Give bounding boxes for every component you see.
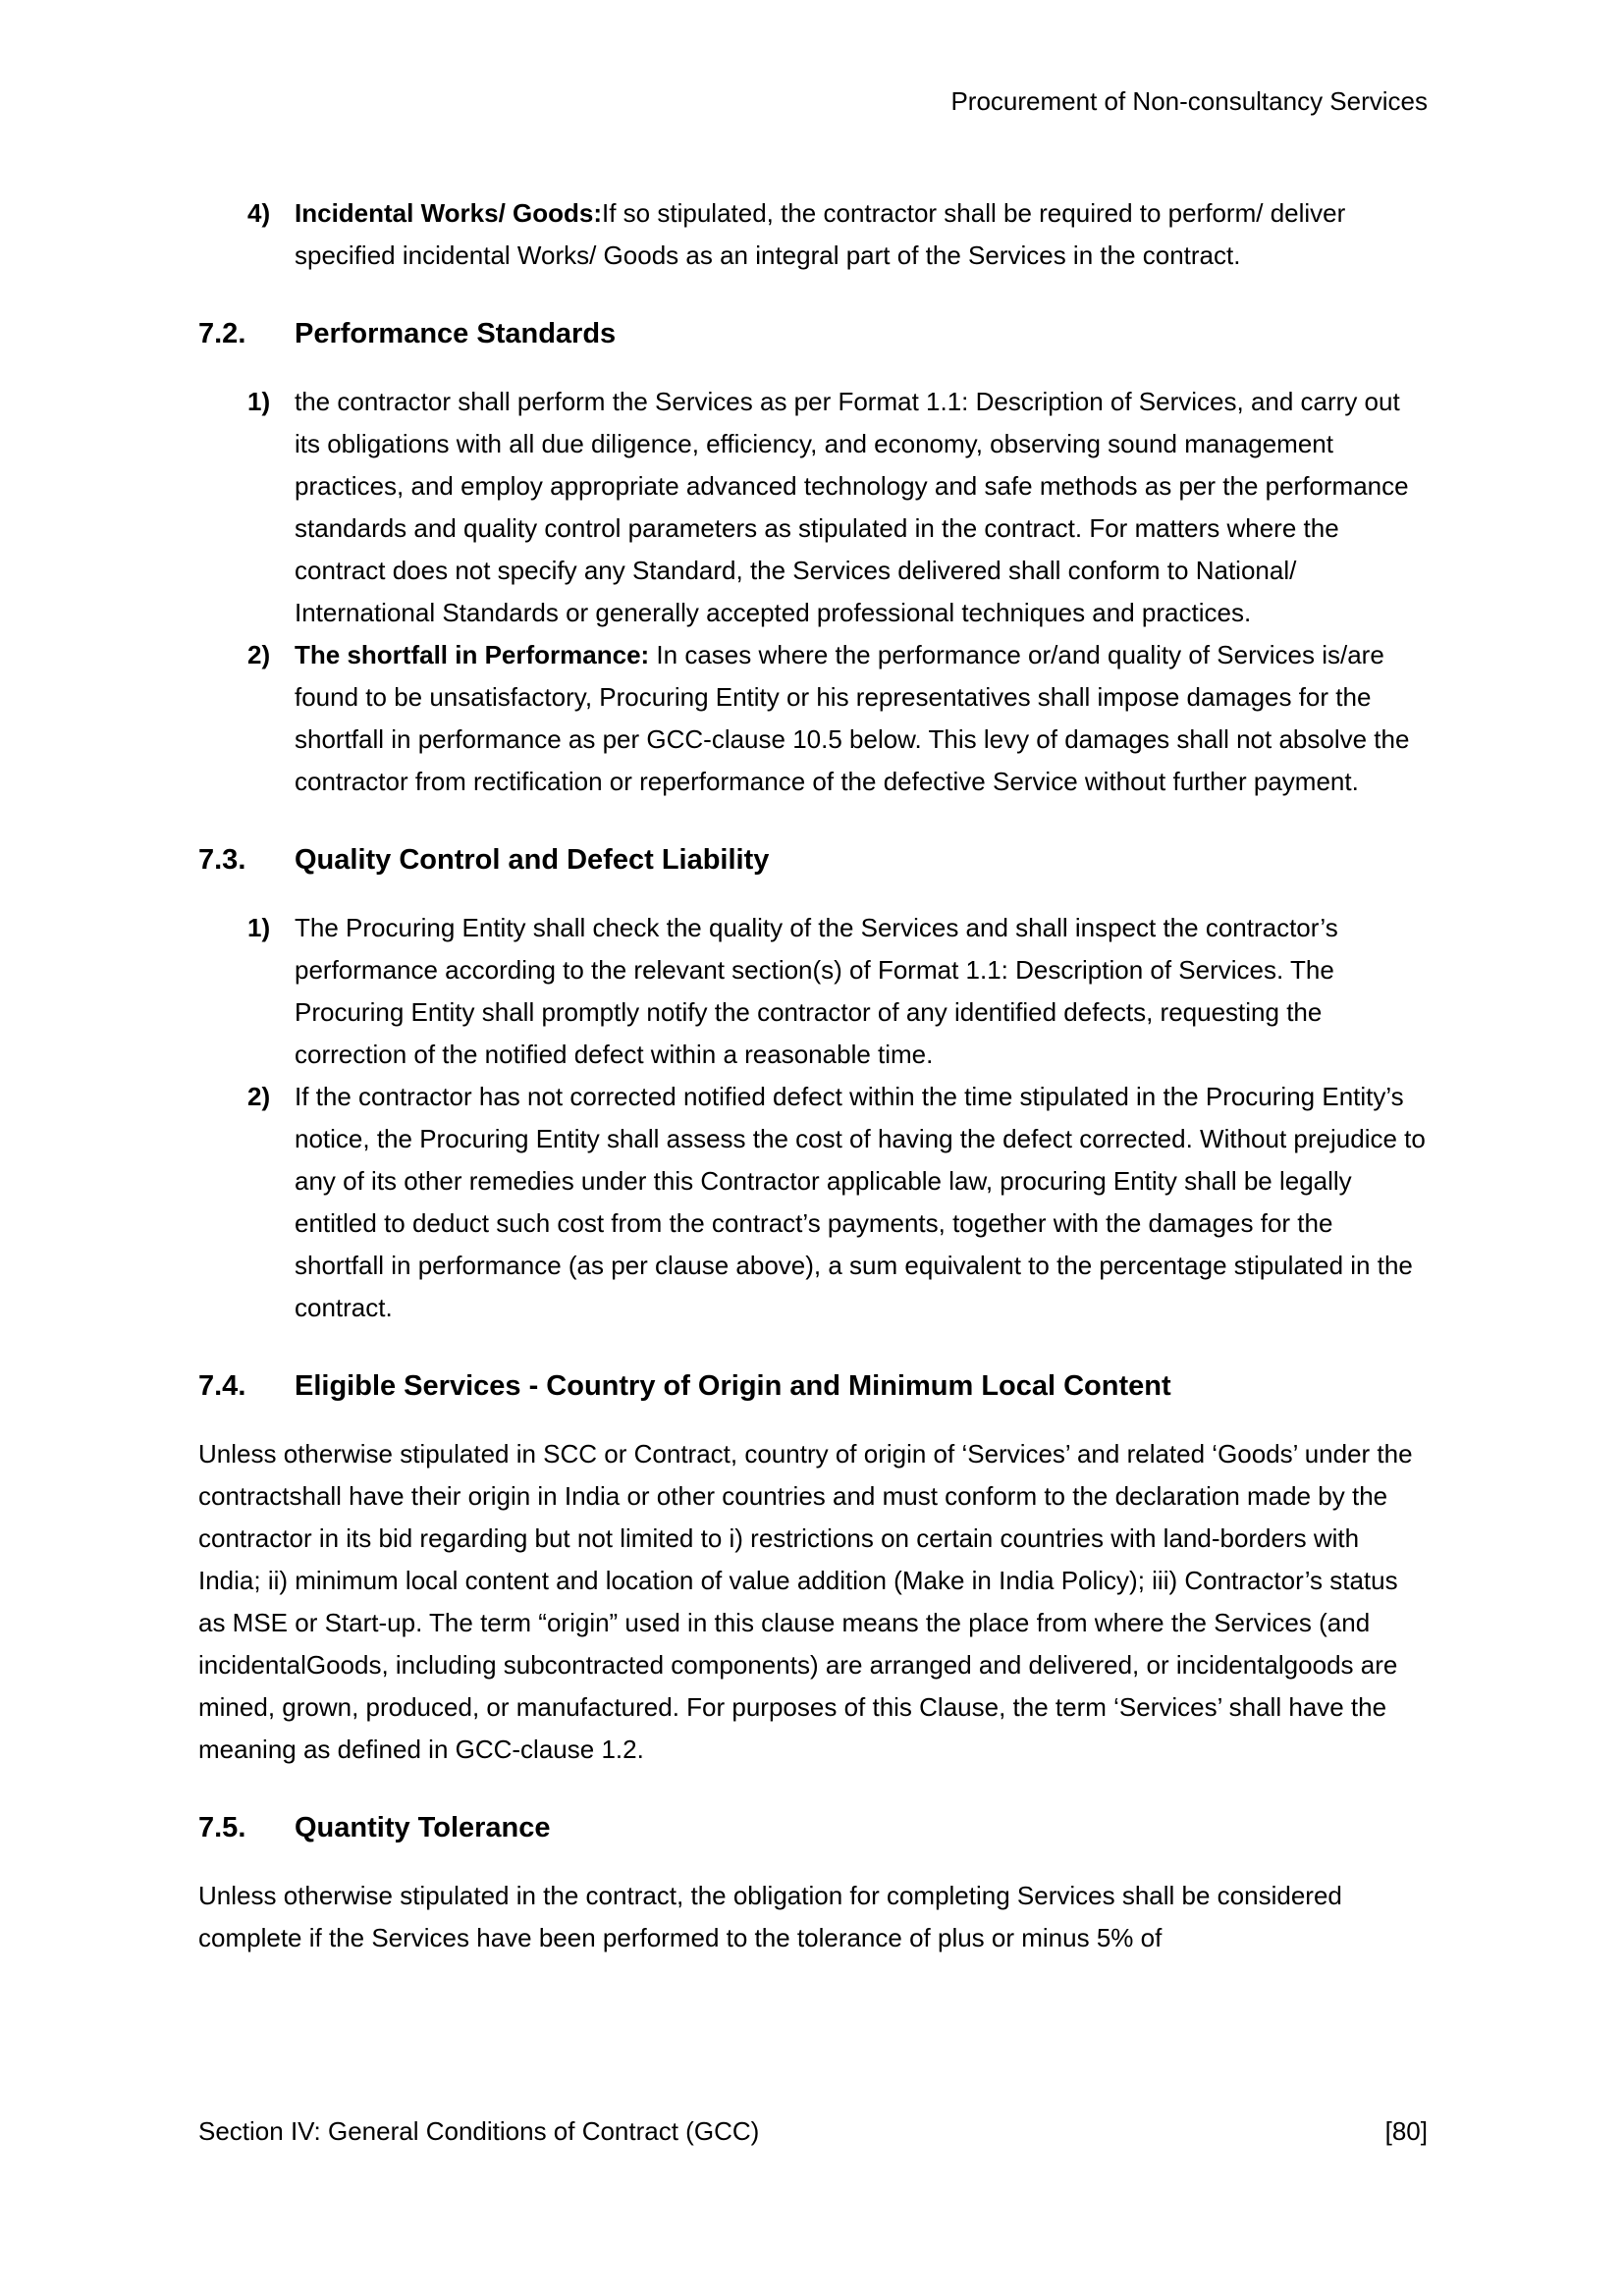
- section-7-3-item-2-text: If the contractor has not corrected notified defect within the time stipulated in the Procuring Entity’s notice, the Procuring Entity shall assess the cost of having the defect corrected. Without prejudice to any of its other remedies under this Contractor applicable law, procuring Entity shall be legally entitled to deduct such cost from the contract’s payments, together with the damages for the shortfall in performance (as per clause above), a sum equivalent to the percentage stipulated in the contract.: [295, 1082, 1426, 1322]
- section-7-3-item-1: [247, 907, 1428, 1076]
- section-7-4-paragraph: Unless otherwise stipulated in SCC or Contract, country of origin of ‘Services’ and related ‘Goods’ under the contractshall have their origin in India or other countries and must conform to the declaration made by the contractor in its bid regarding but not limited to i) restrictions on certain countries with land-borders with India; ii) minimum local content and location of value addition (Make in India Policy); iii) Contractor’s status as MSE or Start-up. The term “origin” used in this clause means the place from where the Services (and incidentalGoods, including subcontracted components) are arranged and delivered, or incidentalgoods are mined, grown, produced, or manufactured. For purposes of this Clause, the term ‘Services’ shall have the meaning as defined in GCC-clause 1.2.: [198, 1439, 1413, 1764]
- list-item-4-text: [295, 192, 1428, 277]
- section-7-2-item-2-body: In cases where the performance or/and quality of Services is/are found to be unsatisfactory, Procuring Entity or his representatives shall impose damages for the shortfall in performance as per GCC-clause 10.5 below. This levy of damages shall not absolve the contractor from rectification or reperformance of the defective Service without further payment.: [295, 640, 1410, 796]
- section-7-2-item-2: [247, 634, 1428, 803]
- section-7-2-item-2-text: [295, 634, 1428, 803]
- section-7-2-number: 7.2.: [198, 318, 246, 349]
- section-7-2-item-1: [247, 381, 1428, 634]
- section-7-5-title: Quantity Tolerance: [295, 1812, 551, 1843]
- section-7-5-number: 7.5.: [198, 1812, 246, 1843]
- section-heading-7-3: [198, 838, 1428, 881]
- section-7-2-item-2-lead: The shortfall in Performance:: [295, 640, 650, 669]
- section-heading-7-5: [198, 1806, 1428, 1849]
- section-heading-7-4: [198, 1364, 1428, 1408]
- section-7-3-item-1-marker: 1): [247, 913, 271, 942]
- section-7-4-number: 7.4.: [198, 1370, 246, 1402]
- list-item-4-body: If so stipulated, the contractor shall be required to perform/ deliver specified incidental Works/ Goods as an integral part of the Services in the contract.: [295, 198, 1346, 270]
- footer-section-title: Section IV: General Conditions of Contract (GCC): [198, 2116, 760, 2146]
- section-7-3-item-2: [247, 1076, 1428, 1329]
- page-header-text: Procurement of Non-consultancy Services: [950, 86, 1428, 116]
- footer-page-number: [80]: [1384, 2116, 1428, 2146]
- page-content: [198, 192, 1428, 1959]
- page-footer: [198, 2114, 1428, 2148]
- section-7-3-title: Quality Control and Defect Liability: [295, 844, 770, 876]
- section-7-2-item-1-marker: 1): [247, 387, 271, 416]
- section-7-3-item-1-text: The Procuring Entity shall check the quality of the Services and shall inspect the contractor’s performance according to the relevant section(s) of Format 1.1: Description of Services. The Procuring Entity shall promptly notify the contractor of any identified defects, requesting the correction of the notified defect within a reasonable time.: [295, 913, 1338, 1069]
- section-7-2-item-2-marker: 2): [247, 640, 271, 669]
- section-7-5-paragraph: Unless otherwise stipulated in the contract, the obligation for completing Services shall be considered complete if the Services have been performed to the tolerance of plus or minus 5% of: [198, 1881, 1342, 1952]
- section-7-4-title: Eligible Services - Country of Origin and Minimum Local Content: [295, 1370, 1171, 1402]
- list-item-4: [247, 192, 1428, 277]
- list-item-4-lead: Incidental Works/ Goods:: [295, 198, 603, 228]
- section-7-3-number: 7.3.: [198, 844, 246, 876]
- section-7-2-title: Performance Standards: [295, 318, 617, 349]
- section-7-2-item-1-text: the contractor shall perform the Services as per Format 1.1: Description of Services, and carry out its obligations with all due diligence, efficiency, and economy, observing sound management practices, and employ appropriate advanced technology and safe methods as per the performance standards and quality control parameters as stipulated in the contract. For matters where the contract does not specify any Standard, the Services delivered shall conform to National/ International Standards or generally accepted professional techniques and practices.: [295, 387, 1409, 627]
- section-7-3-item-2-marker: 2): [247, 1082, 271, 1111]
- list-item-4-marker: 4): [247, 198, 271, 228]
- section-heading-7-2: [198, 312, 1428, 355]
